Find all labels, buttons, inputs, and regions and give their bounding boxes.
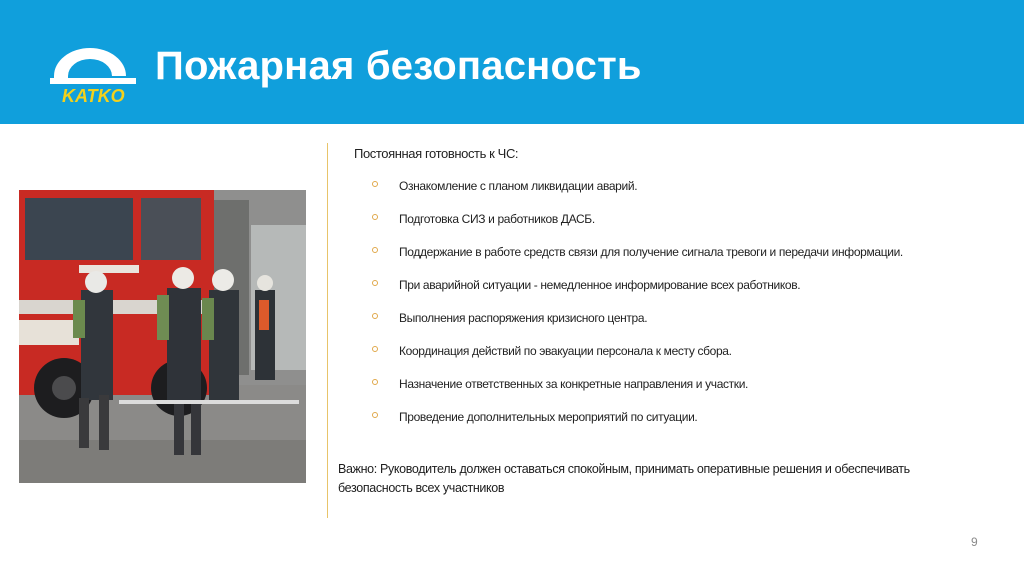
list-item-text: Назначение ответственных за конкретные направления и участки. bbox=[399, 377, 749, 391]
svg-text:KATKO: KATKO bbox=[62, 86, 125, 106]
list-item-text: Координация действий по эвакуации персонала к месту сбора. bbox=[399, 344, 732, 358]
bullet-circle-icon bbox=[372, 214, 378, 220]
page-number: 9 bbox=[971, 535, 978, 549]
list-item-text: Ознакомление с планом ликвидации аварий. bbox=[399, 179, 638, 193]
list-item-text: Подготовка СИЗ и работников ДАСБ. bbox=[399, 212, 595, 226]
page-title: Пожарная безопасность bbox=[155, 44, 642, 88]
bullet-circle-icon bbox=[372, 313, 378, 319]
list-item-text: Поддержание в работе средств связи для получение сигнала тревоги и передачи информации. bbox=[399, 245, 903, 259]
bullet-circle-icon bbox=[372, 379, 378, 385]
important-note: Важно: Руководитель должен оставаться спокойным, принимать оперативные решения и обеспечивать безопасность всех участников bbox=[338, 462, 910, 495]
bullet-circle-icon bbox=[372, 346, 378, 352]
katko-logo bbox=[46, 40, 146, 106]
readiness-heading: Постоянная готовность к ЧС: bbox=[354, 146, 519, 161]
bullet-circle-icon bbox=[372, 247, 378, 253]
bullet-circle-icon bbox=[372, 181, 378, 187]
list-item-text: При аварийной ситуации - немедленное информирование всех работников. bbox=[399, 278, 801, 292]
firefighters-photo bbox=[19, 190, 306, 483]
bullet-circle-icon bbox=[372, 280, 378, 286]
header-bar bbox=[0, 0, 1024, 124]
list-item-text: Выполнения распоряжения кризисного центра. bbox=[399, 311, 648, 325]
divider-line bbox=[327, 143, 328, 518]
bullet-circle-icon bbox=[372, 412, 378, 418]
list-item-text: Проведение дополнительных мероприятий по ситуации. bbox=[399, 410, 698, 424]
